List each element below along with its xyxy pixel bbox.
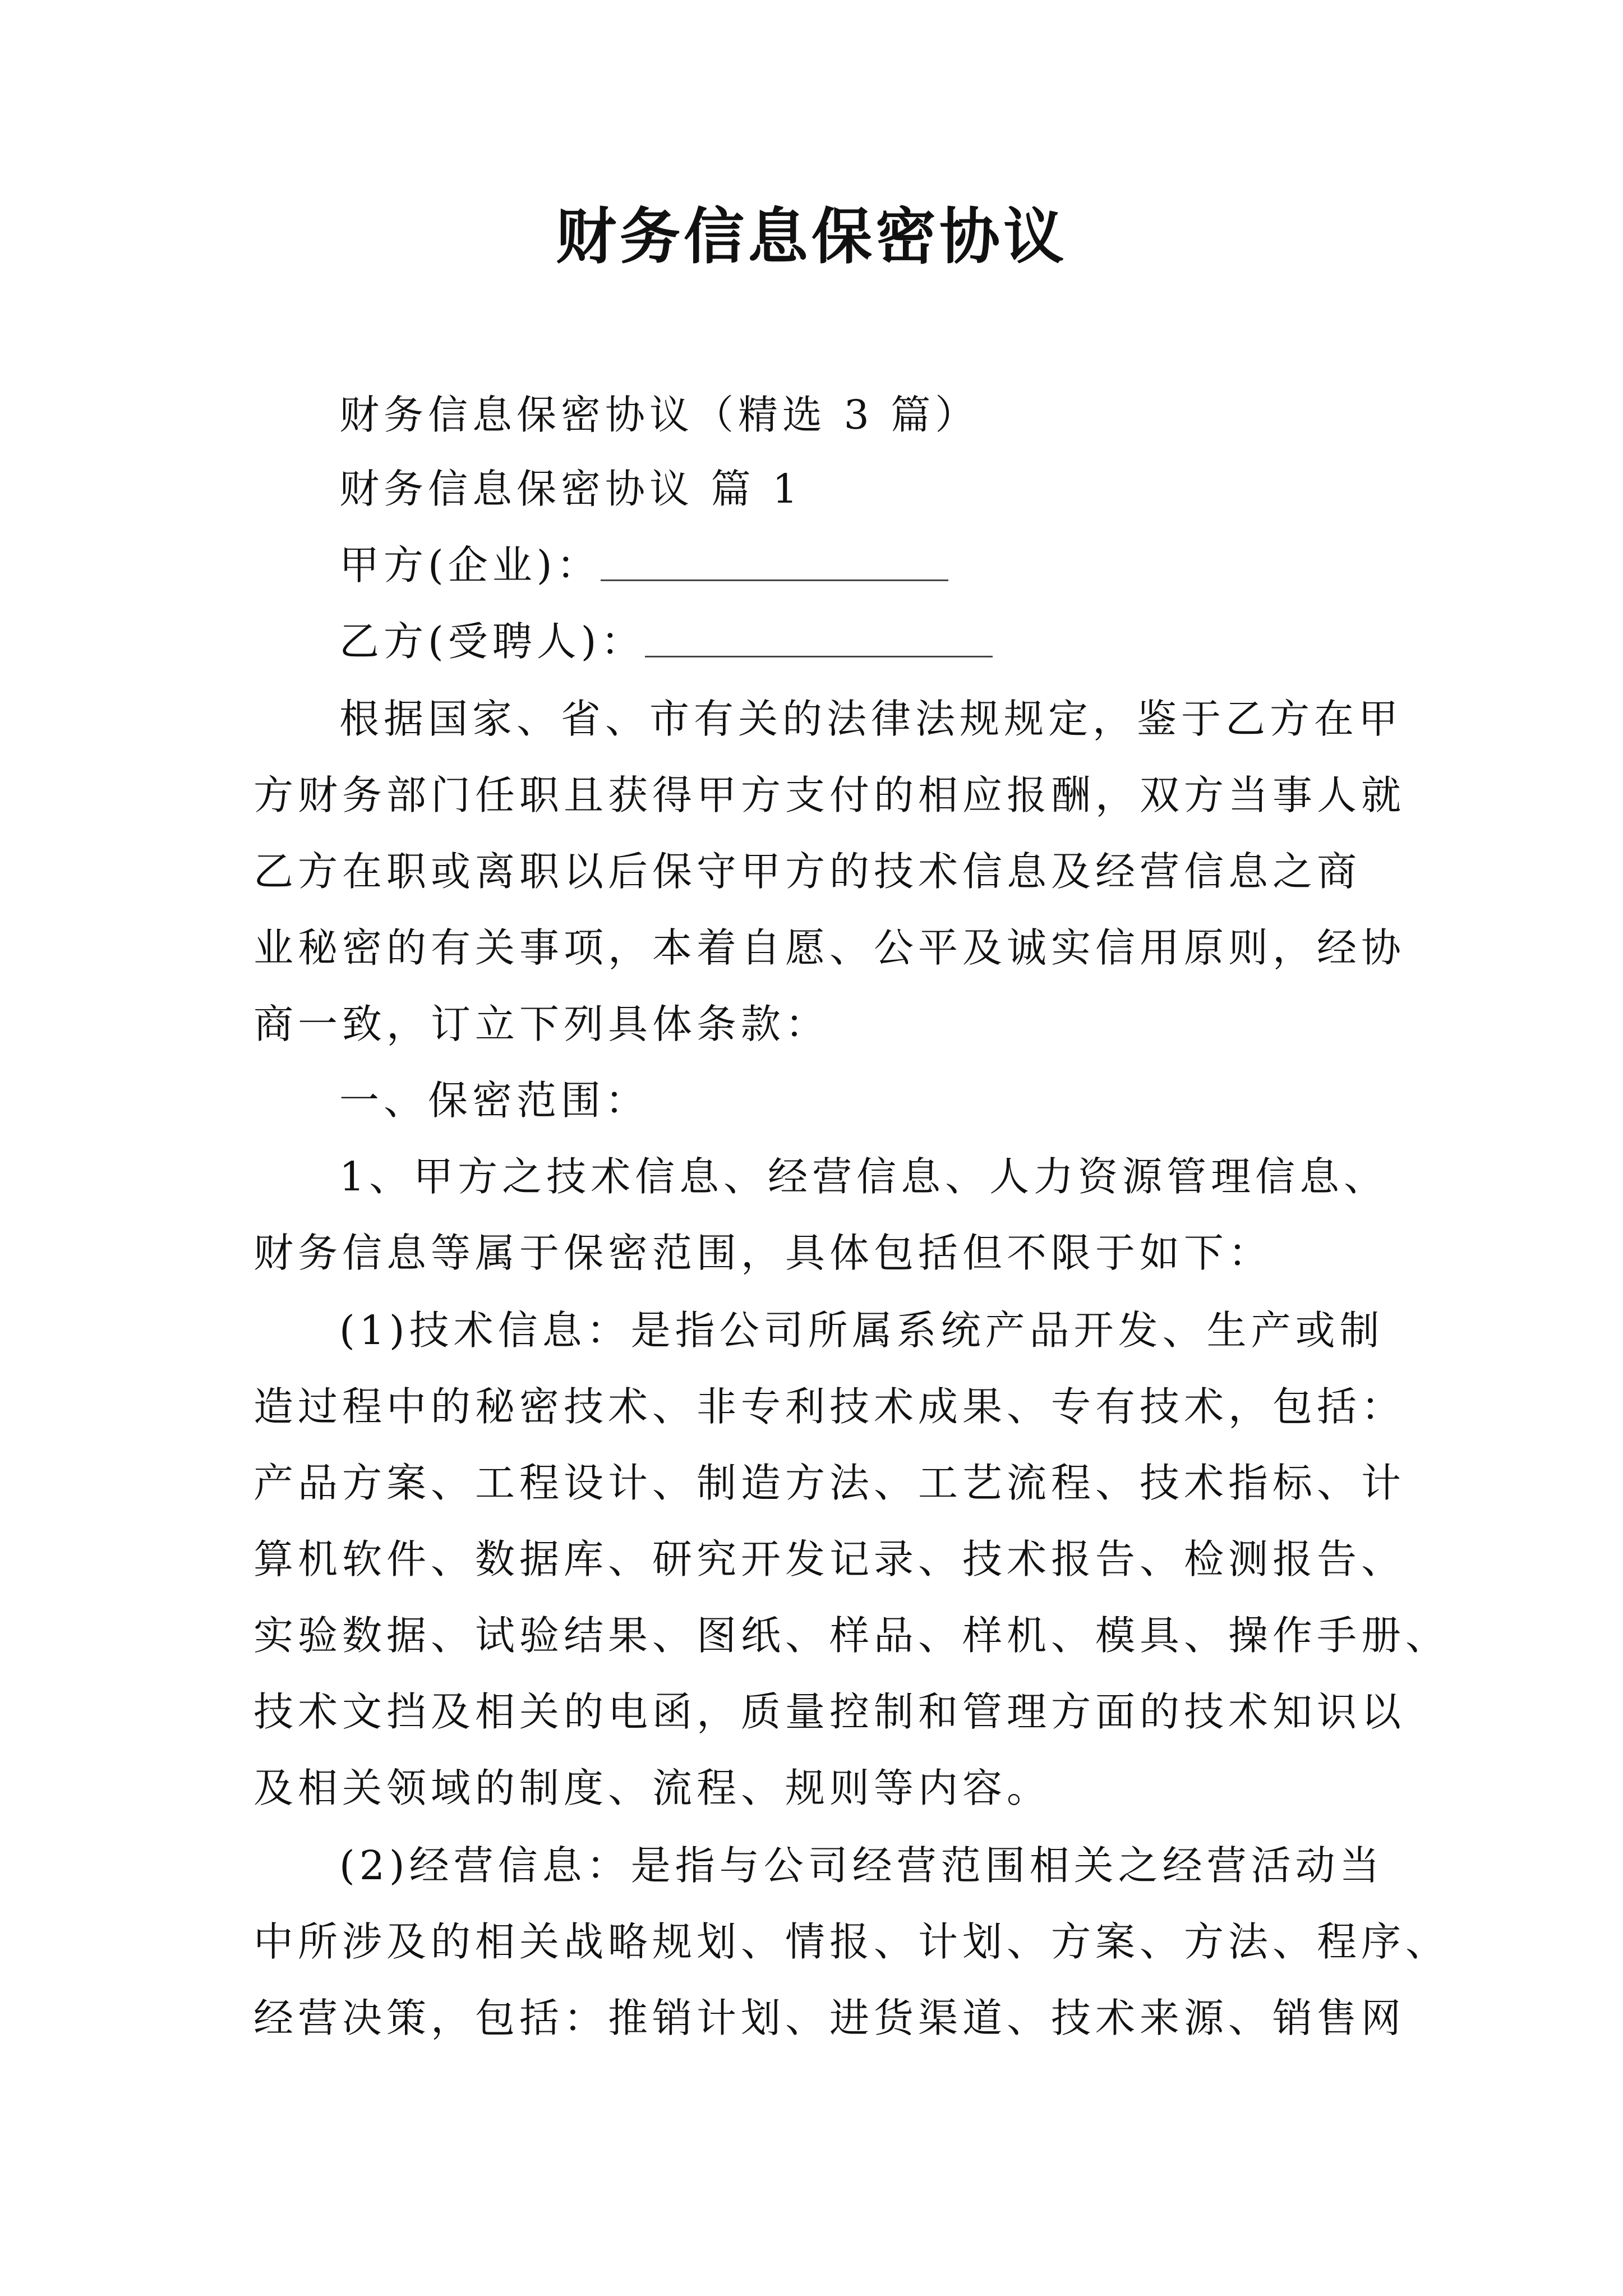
paragraph-line: 造过程中的秘密技术、非专利技术成果、专有技术，包括： [253, 1383, 1406, 1430]
paragraph-line: 财务信息等属于保密范围，具体包括但不限于如下： [253, 1230, 1273, 1276]
party-b-line [339, 614, 1382, 670]
party-a-blank [601, 540, 948, 581]
subtitle-line: 财务信息保密协议（精选 3 篇） [339, 392, 980, 438]
paragraph-line: (1)技术信息：是指公司所属系统产品开发、生产或制 [339, 1307, 1384, 1354]
paragraph-line: 方财务部门任职且获得甲方支付的相应报酬，双方当事人就 [253, 772, 1406, 818]
paragraph-line: 产品方案、工程设计、制造方法、工艺流程、技术指标、计 [253, 1460, 1406, 1506]
document-title: 财务信息保密协议 [555, 201, 1067, 272]
party-a-line [339, 537, 1382, 593]
paragraph-line: 实验数据、试验结果、图纸、样品、样机、模具、操作手册、 [253, 1612, 1450, 1659]
paragraph-line: 算机软件、数据库、研究开发记录、技术报告、检测报告、 [253, 1536, 1406, 1582]
paragraph-line: (2)经营信息：是指与公司经营范围相关之经营活动当 [339, 1842, 1384, 1889]
paragraph-line: 商一致，订立下列具体条款： [253, 1001, 830, 1047]
paragraph-line: 业秘密的有关事项，本着自愿、公平及诚实信用原则，经协 [253, 924, 1406, 971]
paragraph-line: 乙方在职或离职以后保守甲方的技术信息及经营信息之商 [253, 848, 1362, 895]
party-b-label: 乙方(受聘人)： [339, 618, 645, 665]
paragraph-line: 经营决策，包括：推销计划、进货渠道、技术来源、销售网 [253, 1995, 1406, 2041]
section-heading: 财务信息保密协议 篇 1 [339, 466, 803, 512]
paragraph-line: 1、甲方之技术信息、经营信息、人力资源管理信息、 [339, 1153, 1389, 1200]
paragraph-line: 根据国家、省、市有关的法律法规规定，鉴于乙方在甲 [339, 696, 1403, 742]
paragraph-line: 技术文挡及相关的电函，质量控制和管理方面的技术知识以 [253, 1688, 1406, 1735]
paragraph-line: 及相关领域的制度、流程、规则等内容。 [253, 1765, 1052, 1811]
party-a-label: 甲方(企业)： [339, 542, 601, 588]
paragraph-line: 中所涉及的相关战略规划、情报、计划、方案、方法、程序、 [253, 1918, 1450, 1965]
party-b-blank [645, 616, 993, 657]
section-heading: 一、保密范围： [339, 1077, 650, 1124]
